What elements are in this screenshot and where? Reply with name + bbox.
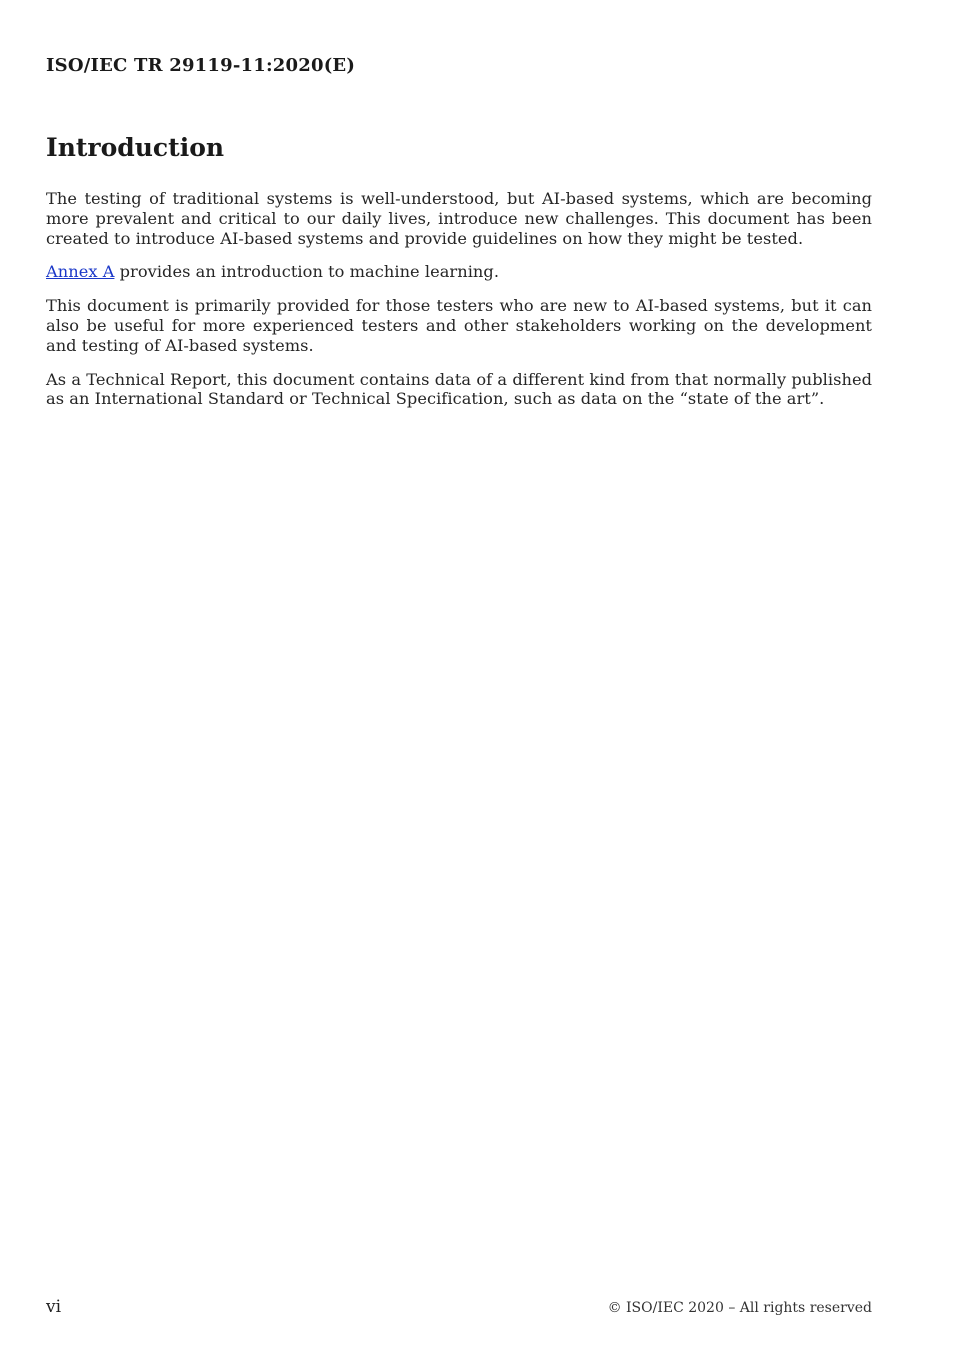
paragraph-1: The testing of traditional systems is well-understood, but AI-based systems, which are becoming more prevalent and critical to our daily lives, introduce new challenges. This document has been created to introduce AI-based systems and provide guidelines on how they might be tested. xyxy=(46,189,872,248)
document-id: ISO/IEC TR 29119-11:2020(E) xyxy=(46,55,356,76)
page-title: Introduction xyxy=(46,133,225,162)
paragraph-2 xyxy=(46,262,872,282)
annex-a-link[interactable]: Annex A xyxy=(46,262,115,282)
copyright-notice: © ISO/IEC 2020 – All rights reserved xyxy=(607,1300,872,1316)
paragraph-4: As a Technical Report, this document contains data of a different kind from that normally published as an International Standard or Technical Specification, such as data on the “state of the art”. xyxy=(46,369,872,409)
introduction-body xyxy=(46,189,872,423)
page-number: vi xyxy=(46,1297,62,1317)
paragraph-2-text: provides an introduction to machine learning. xyxy=(114,262,500,282)
paragraph-3: This document is primarily provided for those testers who are new to AI-based systems, but it can also be useful for more experienced testers and other stakeholders working on the development and testing of AI-based systems. xyxy=(46,296,872,355)
